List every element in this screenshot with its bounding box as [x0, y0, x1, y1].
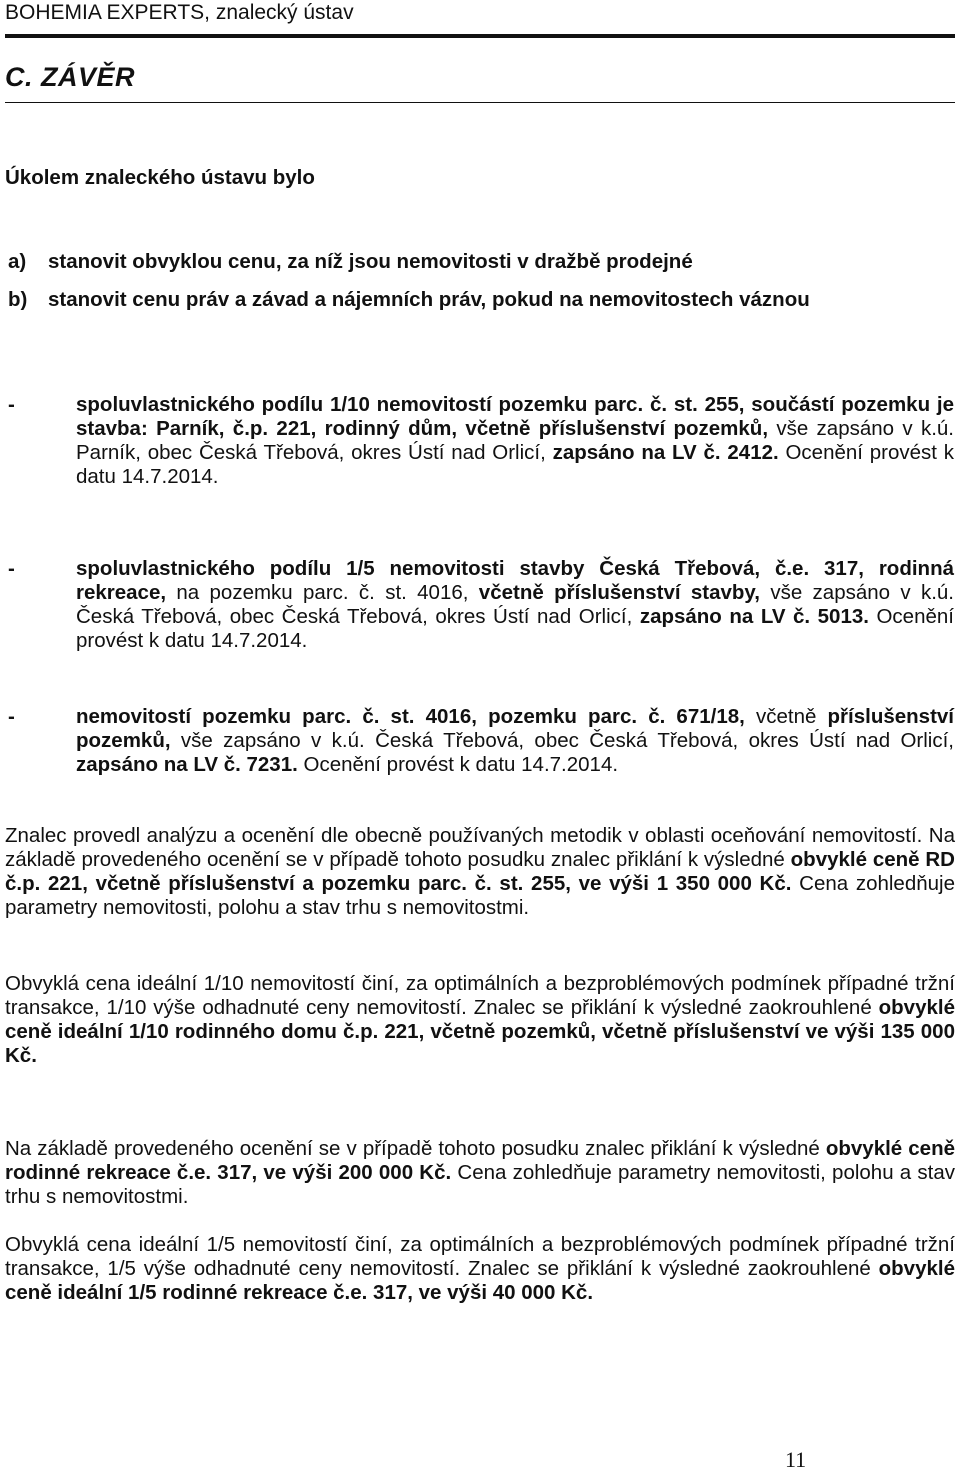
list-item-bold: nemovitostí pozemku parc. č. st. 4016, pozemku parc. č. 671/18,	[76, 705, 745, 728]
paragraph-text: Obvyklá cena ideální 1/5 nemovitostí činí, za optimálních a bezproblémových podmínek případné tržní transakce, 1/5 výše odhadnuté ceny nemovitostí. Znalec se přiklání k výsledné zaokrouhlené	[5, 1233, 955, 1280]
list-item-normal: Ocenění provést k datu 14.7.2014.	[76, 605, 954, 652]
task-item	[8, 288, 958, 312]
list-item-bold: příslušenství pozemků,	[76, 705, 954, 752]
list-item-bold: včetně příslušenství stavby,	[478, 581, 760, 604]
list-item-normal: Ocenění provést k datu 14.7.2014.	[297, 753, 619, 776]
list-item-normal: na pozemku parc. č. st. 4016,	[166, 581, 479, 604]
paragraph-text: Obvyklá cena ideální 1/10 nemovitostí činí, za optimálních a bezproblémových podmínek případné tržní transakce, 1/10 výše odhadnuté ceny nemovitostí. Znalec se přiklání k výsledné zaokrouhlené	[5, 972, 955, 1019]
list-item-normal: vše zapsáno v k.ú. Parník, obec Česká Třebová, okres Ústí nad Orlicí,	[76, 417, 954, 464]
header-title: BOHEMIA EXPERTS, znalecký ústav	[5, 1, 354, 24]
paragraph-text: Znalec provedl analýzu a ocenění dle obecně používaných metodik v oblasti oceňování nemovitostí. Na základě provedeného ocenění se v případě tohoto posudku znalec přiklání k výsledné	[5, 824, 955, 871]
task-letter: b)	[8, 288, 28, 311]
task-letter: a)	[8, 250, 27, 273]
list-item	[8, 393, 954, 489]
list-item-normal: vše zapsáno v k.ú. Česká Třebová, obec Česká Třebová, okres Ústí nad Orlicí,	[170, 729, 954, 752]
bullet-dash: -	[8, 393, 15, 416]
page-number: 11	[785, 1447, 807, 1472]
list-item-text	[76, 557, 954, 653]
paragraph-bold: obvyklé ceně rodinné rekreace č.e. 317, ve výši 200 000 Kč.	[5, 1137, 955, 1184]
intro-text: Úkolem znaleckého ústavu bylo	[5, 166, 315, 189]
header-rule	[5, 34, 955, 38]
list-item-normal: Ocenění provést k datu 14.7.2014.	[76, 441, 955, 488]
conclusion-paragraph	[5, 1233, 955, 1305]
bullet-dash: -	[8, 705, 15, 728]
list-item-normal: vše zapsáno v k.ú. Česká Třebová, obec Česká Třebová, okres Ústí nad Orlicí,	[76, 581, 955, 628]
section-title: C. ZÁVĚR	[5, 62, 136, 92]
bullet-dash: -	[8, 557, 15, 580]
paragraph-text: Cena zohledňuje parametry nemovitosti, polohu a stav trhu s nemovitostmi.	[5, 1161, 955, 1208]
paragraph-text: Na základě provedeného ocenění se v případě tohoto posudku znalec přiklání k výsledné	[5, 1137, 826, 1160]
paragraph-text: Cena zohledňuje parametry nemovitosti, polohu a stav trhu s nemovitostmi.	[5, 872, 955, 919]
task-text: stanovit obvyklou cenu, za níž jsou nemovitosti v dražbě prodejné	[48, 250, 693, 273]
paragraph-bold: obvyklé ceně ideální 1/10 rodinného domu č.p. 221, včetně pozemků, včetně příslušenství ve výši 135 000 Kč.	[5, 996, 955, 1067]
paragraph-bold: obvyklé ceně RD č.p. 221, včetně příslušenství a pozemku parc. č. st. 255, ve výši 1 350 000 Kč.	[5, 848, 955, 895]
task-list	[8, 250, 958, 312]
list-item-text	[76, 393, 954, 489]
list-item-bold: spoluvlastnického podílu 1/10 nemovitostí pozemku parc. č. st. 255, součástí pozemku je stavba: Parník, č.p. 221, rodinný dům, včetně příslušenství pozemků,	[76, 393, 954, 440]
conclusion-paragraph	[5, 1137, 955, 1209]
list-item-bold: zapsáno na LV č. 7231.	[76, 753, 298, 776]
list-item-bold: zapsáno na LV č. 2412.	[552, 441, 779, 464]
section-rule	[5, 102, 955, 103]
list-item-bold: zapsáno na LV č. 5013.	[639, 605, 869, 628]
list-item-text	[76, 705, 954, 777]
task-item	[8, 250, 958, 274]
conclusion-paragraph	[5, 824, 955, 920]
list-item	[8, 557, 954, 653]
conclusion-paragraph	[5, 972, 955, 1068]
paragraph-bold: obvyklé ceně ideální 1/5 rodinné rekreace č.e. 317, ve výši 40 000 Kč.	[5, 1257, 955, 1304]
task-text: stanovit cenu práv a závad a nájemních práv, pokud na nemovitostech váznou	[48, 288, 810, 311]
list-item	[8, 705, 954, 777]
list-item-bold: spoluvlastnického podílu 1/5 nemovitosti stavby Česká Třebová, č.e. 317, rodinná rekreace,	[76, 557, 954, 604]
list-item-normal: včetně	[744, 705, 828, 728]
page-header	[5, 0, 955, 26]
